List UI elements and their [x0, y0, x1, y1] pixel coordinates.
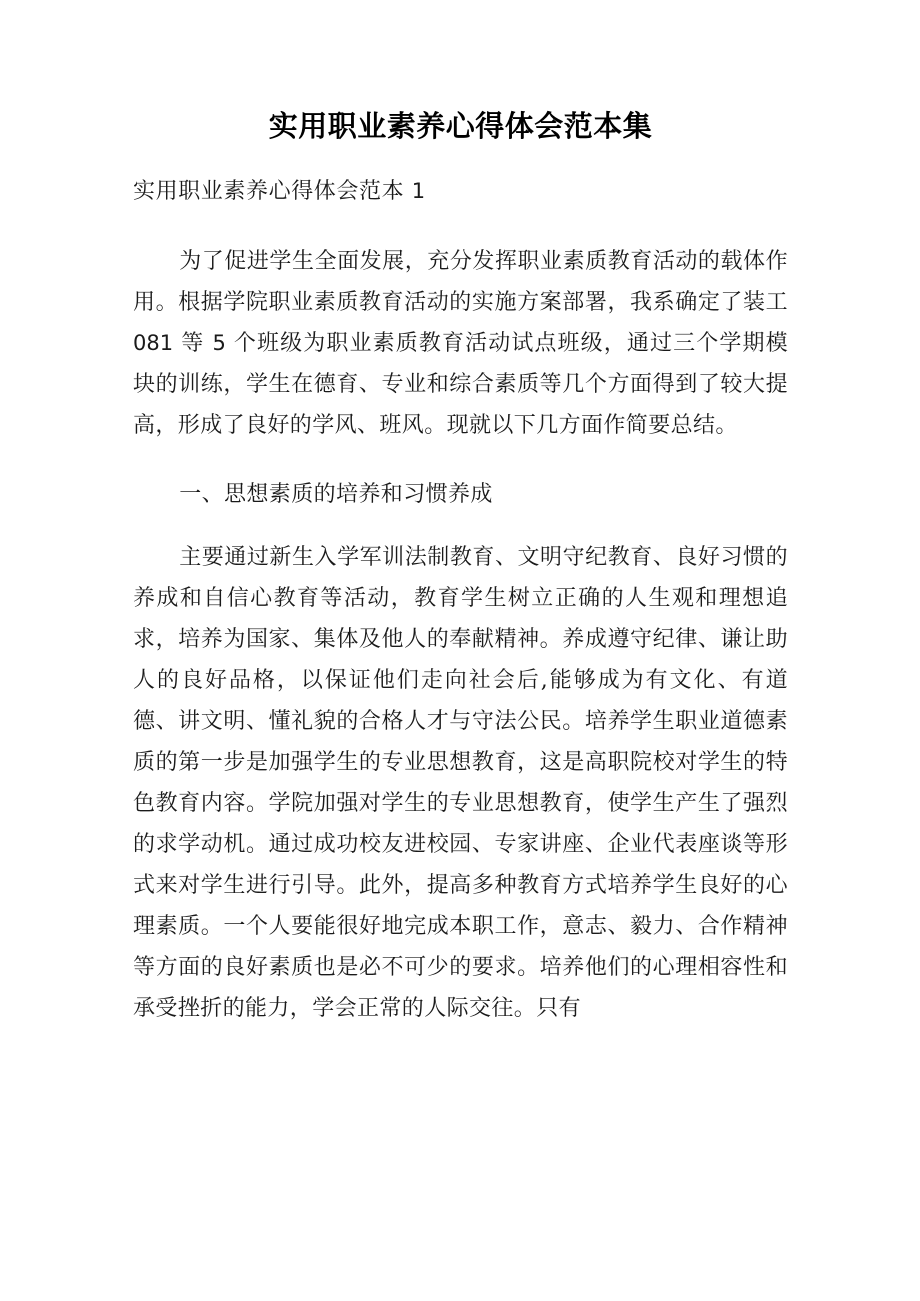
section-heading-one: 一、思想素质的培养和习惯养成 — [179, 482, 493, 508]
document-subtitle: 实用职业素养心得体会范本 1 — [133, 179, 426, 205]
document-content — [133, 0, 788, 1029]
paragraph-intro: 为了促进学生全面发展，充分发挥职业素质教育活动的载体作用。根据学院职业素质教育活动的实施方案部署，我系确定了装工 081 等 5 个班级为职业素质教育活动试点班级，通过三个学期模块的训练，学生在德育、专业和综合素质等几个方面得到了较大提高，形成了良好的学风、班风。现就以下几方面作简要总结。 — [133, 249, 789, 439]
paragraph-section-one-body: 主要通过新生入学军训法制教育、文明守纪教育、良好习惯的养成和自信心教育等活动，教育学生树立正确的人生观和理想追求，培养为国家、集体及他人的奉献精神。养成遵守纪律、谦让助人的良好品格，以保证他们走向社会后,能够成为有文化、有道德、讲文明、懂礼貌的合格人才与守法公民。培养学生职业道德素质的第一步是加强学生的专业思想教育，这是高职院校对学生的特色教育内容。学院加强对学生的专业思想教育，使学生产生了强烈的求学动机。通过成功校友进校园、专家讲座、企业代表座谈等形式来对学生进行引导。此外，提高多种教育方式培养学生良好的心理素质。一个人要能很好地完成本职工作，意志、毅力、合作精神等方面的良好素质也是必不可少的要求。培养他们的心理相容性和承受挫折的能力，学会正常的人际交往。只有 — [133, 545, 788, 1022]
page-title: 实用职业素养心得体会范本集 — [268, 109, 653, 143]
